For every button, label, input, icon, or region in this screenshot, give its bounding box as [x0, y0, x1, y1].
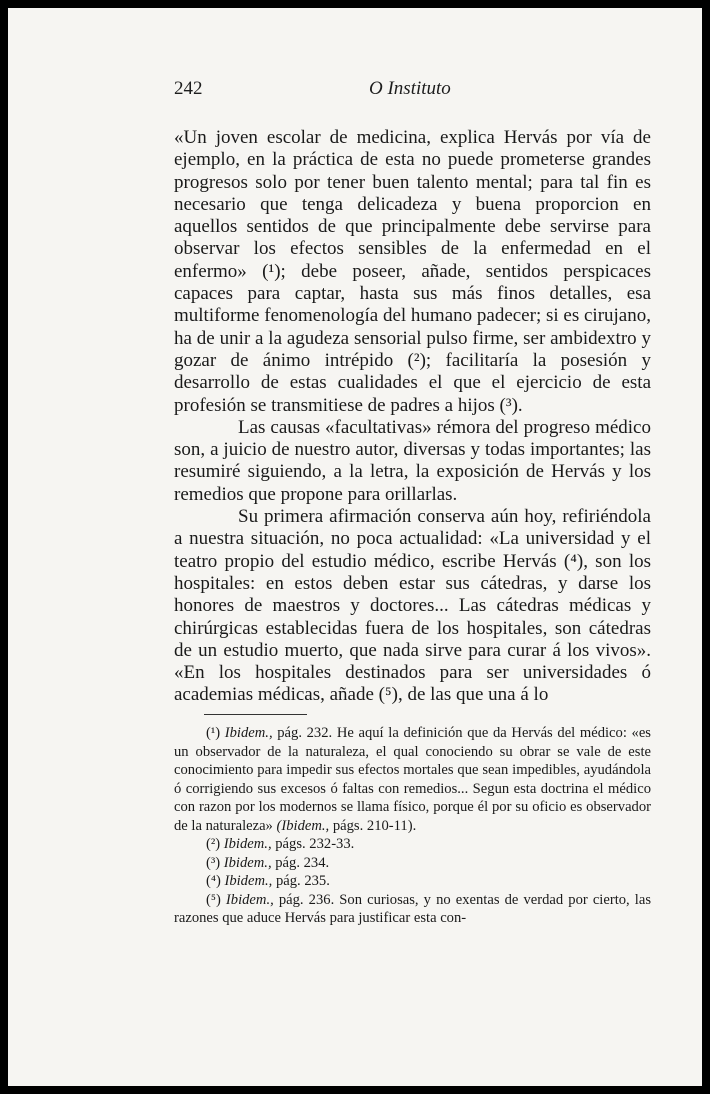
footnote-ref: Ibidem., [224, 873, 273, 889]
footnote-mark: (³) [206, 854, 221, 871]
footnote-5 [174, 891, 651, 928]
footnote-2 [174, 835, 651, 854]
footnote-mark: (²) [206, 836, 221, 852]
paragraph-2: Las causas «facultativas» rémora del progreso médico son, a juicio de nuestro autor, diversas y todas importantes; las resumiré siguiendo, a la letra, la exposición de Hervás y los remedios que propone para orillarlas. [174, 416, 651, 505]
footnote-4 [174, 872, 651, 891]
footnote-ref: Ibidem., [225, 891, 274, 908]
book-page [8, 8, 702, 1086]
footnote-rule [204, 714, 307, 715]
footnote-ref: Ibidem., [223, 836, 272, 852]
page-number: 242 [174, 78, 203, 99]
footnote-3 [174, 854, 651, 873]
footnote-text: págs. 232-33. [275, 836, 355, 852]
footnote-text: pág. 235. [275, 873, 330, 889]
footnote-1 [174, 724, 651, 835]
paragraph-1: «Un joven escolar de medicina, explica Hervás por vía de ejemplo, en la práctica de esta no puede prometerse grandes progresos solo por tener buen talento mental; para tal fin es necesario que tenga delicadeza y buena proporcion en aquellos sentidos de que principalmente debe servirse para observar los efectos sensibles de la enfermedad en el enfermo» (¹); debe poseer, añade, sentidos perspicaces capaces para captar, hasta sus más finos detalles, esa multiforme fenomenología del humano padecer; si es cirujano, ha de unir a la agudeza sensorial pulso firme, ser ambidextro y gozar de ánimo intrépido (²); facilitaría la posesión y desarrollo de estas cualidades el que el ejercicio de esta profesión se transmitiese de padres a hijos (³). [174, 127, 651, 416]
running-title: O Instituto [369, 78, 451, 99]
footnote-text: pág. 234. [275, 854, 330, 871]
main-text [174, 127, 651, 707]
page-header [8, 78, 702, 108]
footnote-mark: (⁵) [206, 891, 221, 908]
footnote-ref: Ibidem., [223, 854, 272, 871]
footnote-text: págs. 210-11). [332, 817, 417, 834]
footnote-ref: (Ibidem., [276, 817, 330, 834]
footnote-ref: Ibidem., [224, 725, 273, 741]
footnote-mark: (¹) [206, 725, 221, 741]
paragraph-3: Su primera afirmación conserva aún hoy, refiriéndola a nuestra situación, no poca actualidad: «La universidad y el teatro propio del estudio médico, escribe Hervás (⁴), son los hospitales: en estos deben estar sus cátedras, y darse los honores de maestros y doctores... Las cátedras médicas y chirúrgicas establecidas fuera de los hospitales, son cátedras de un estudio muerto, que nada sirve para curar á los vivos». «En los hospitales destinados para ser universidades ó academias médicas, añade (⁵), de las que una á lo [174, 506, 651, 706]
footnote-text: pág. 232. He aquí la definición que da Hervás del médico: «es un observador de la naturaleza, el qual conociendo su obrar se vale de este conocimiento para impedir sus efectos mortales que sean impedibles, ayudándola ó corrigiendo sus excesos ó faltas con remedios... Segun esta doctrina el médico con razon por los modernos se llama físico, porque él por su oficio es observador de la naturaleza» [174, 725, 651, 834]
footnote-mark: (⁴) [206, 873, 221, 889]
footnote-text: pág. 236. Son curiosas, y no exentas de verdad por cierto, las razones que aduce Hervás para justificar esta con- [174, 891, 652, 926]
footnotes [174, 724, 651, 928]
